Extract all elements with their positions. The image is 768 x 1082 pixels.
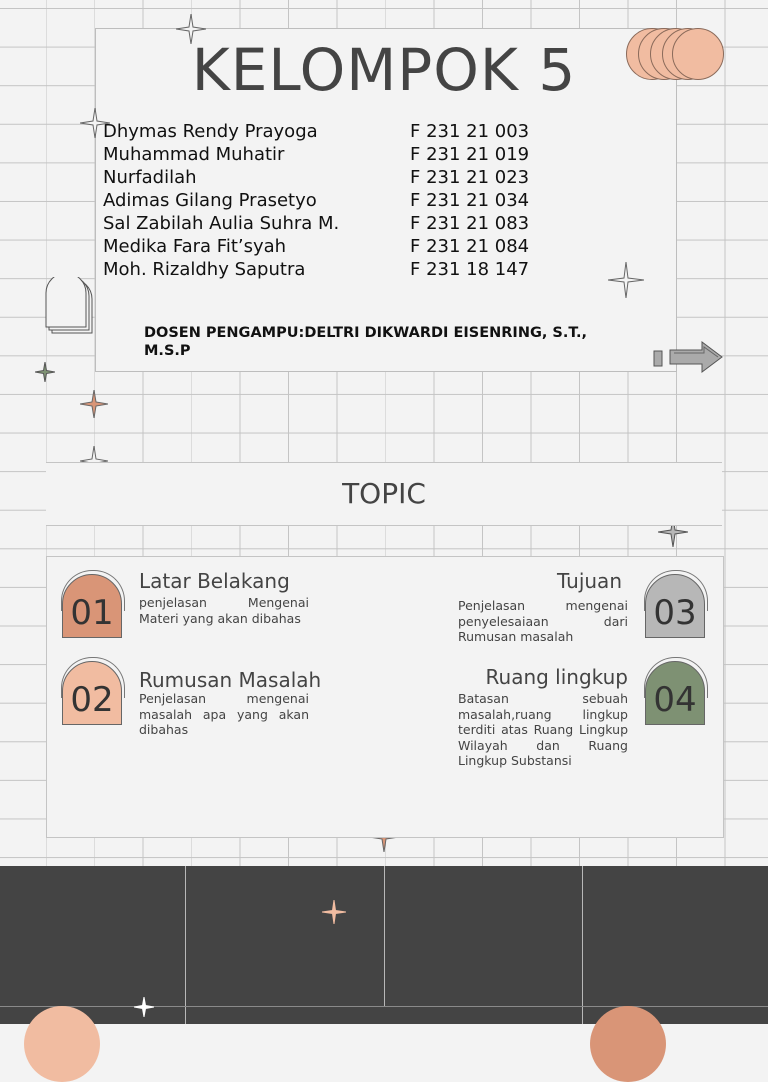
sparkle-icon	[80, 390, 108, 418]
topic-description: Batasan sebuah masalah,ruang lingkup terditi atas Ruang Lingkup Wilayah dan Ruang Lingkup Substansi	[458, 691, 628, 769]
member-list	[103, 120, 529, 281]
topic-number-badge: 04	[645, 661, 705, 725]
stacked-tabs-decoration	[44, 277, 96, 335]
list-item: Dhymas Rendy Prayoga F 231 21 003	[103, 121, 530, 142]
divider	[185, 866, 186, 1024]
list-item: Muhammad Muhatir F 231 21 019	[103, 144, 530, 165]
topic-heading: Ruang lingkup	[485, 665, 628, 689]
topic-description: penjelasan Mengenai Materi yang akan dibahas	[139, 595, 309, 626]
divider	[582, 866, 583, 1024]
sparkle-icon	[35, 362, 55, 382]
sparkle-icon	[608, 262, 644, 298]
page-title: KELOMPOK 5	[191, 36, 577, 104]
list-item: Adimas Gilang Prasetyo F 231 21 034	[103, 190, 530, 211]
circle-decoration	[590, 1006, 666, 1082]
sparkle-icon	[322, 900, 346, 924]
topic-heading: Latar Belakang	[139, 569, 290, 593]
topic-heading: Rumusan Masalah	[139, 668, 322, 692]
list-item: Nurfadilah F 231 21 023	[103, 167, 530, 188]
divider	[0, 1006, 768, 1007]
circle-decoration	[24, 1006, 100, 1082]
topic-description: Penjelasan mengenai masalah apa yang akan dibahas	[139, 691, 309, 738]
section-title: TOPIC	[342, 477, 426, 510]
sparkle-icon	[134, 997, 154, 1017]
topic-number-badge: 01	[62, 574, 122, 638]
sparkle-icon	[176, 14, 206, 44]
divider	[384, 866, 385, 1007]
sparkle-icon	[80, 108, 110, 138]
topic-number-badge: 03	[645, 574, 705, 638]
list-item: Sal Zabilah Aulia Suhra M. F 231 21 083	[103, 213, 530, 234]
topic-heading: Tujuan	[556, 569, 622, 593]
topic-description: Penjelasan mengenai penyelesaiaan dari Rumusan masalah	[458, 598, 628, 645]
lecturer-label: DOSEN PENGAMPU:DELTRI DIKWARDI EISENRING, S.T., M.S.P	[144, 325, 588, 359]
list-item: Medika Fara Fit’syah F 231 21 084	[103, 236, 530, 257]
list-item: Moh. Rizaldhy Saputra F 231 18 147	[103, 259, 530, 280]
topic-number-badge: 02	[62, 661, 122, 725]
arrow-right-icon[interactable]	[652, 340, 726, 374]
